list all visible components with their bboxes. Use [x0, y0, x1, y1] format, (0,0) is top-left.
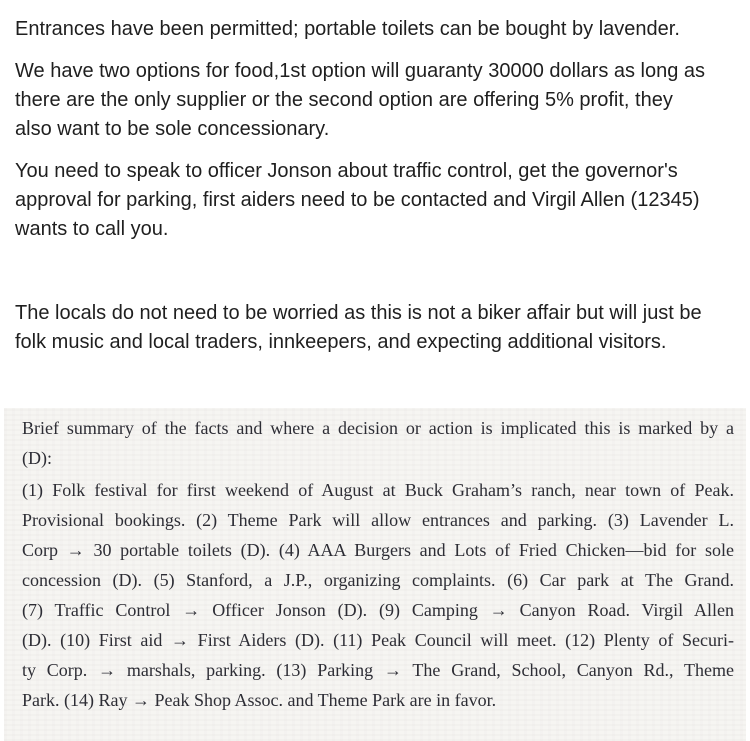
text-line: (D). (10) First aid → First Aiders (D). (11) Peak Council will meet. (12) Plenty of Securi-: [22, 630, 734, 650]
text-line: Provisional bookings. (2) Theme Park will allow entrances and parking. (3) Lavender L.: [22, 510, 734, 530]
text-line: wants to call you.: [15, 218, 169, 240]
text-line: (D):: [22, 448, 52, 468]
text-line: also want to be sole concessionary.: [15, 118, 330, 140]
typed-notes-section: [15, 15, 745, 357]
text-line: ty Corp. → marshals, parking. (13) Parking → The Grand, School, Canyon Rd., Theme: [22, 660, 734, 680]
paragraph: [15, 299, 745, 357]
scanned-summary-image: [4, 408, 746, 741]
text-line: folk music and local traders, innkeepers, and expecting additional visitors.: [15, 331, 667, 353]
paragraph: [22, 475, 734, 715]
text-line: concession (D). (5) Stanford, a J.P., organizing complaints. (6) Car park at The Grand.: [22, 570, 734, 590]
text-line: Park. (14) Ray → Peak Shop Assoc. and Theme Park are in favor.: [22, 690, 497, 710]
text-line: (7) Traffic Control → Officer Jonson (D). (9) Camping → Canyon Road. Virgil Allen: [22, 600, 734, 620]
paragraph: [15, 15, 745, 44]
paragraph: [22, 413, 734, 473]
scanned-summary-text: [4, 408, 746, 715]
text-line: there are the only supplier or the second option are offering 5% profit, they: [15, 89, 673, 111]
text-line: The locals do not need to be worried as this is not a biker affair but will just be: [15, 302, 702, 324]
text-line: (1) Folk festival for first weekend of August at Buck Graham’s ranch, near town of Peak.: [22, 480, 734, 500]
text-line: You need to speak to officer Jonson about traffic control, get the governor's: [15, 160, 678, 182]
paragraph: [15, 57, 745, 144]
paragraph: [15, 157, 745, 244]
text-line: Entrances have been permitted; portable toilets can be bought by lavender.: [15, 18, 680, 40]
text-line: Corp → 30 portable toilets (D). (4) AAA Burgers and Lots of Fried Chicken—bid for sole: [22, 540, 734, 560]
text-line: approval for parking, first aiders need to be contacted and Virgil Allen (12345): [15, 189, 700, 211]
text-line: Brief summary of the facts and where a decision or action is implicated this is marked by a: [22, 418, 734, 438]
text-line: We have two options for food,1st option will guaranty 30000 dollars as long as: [15, 60, 706, 82]
